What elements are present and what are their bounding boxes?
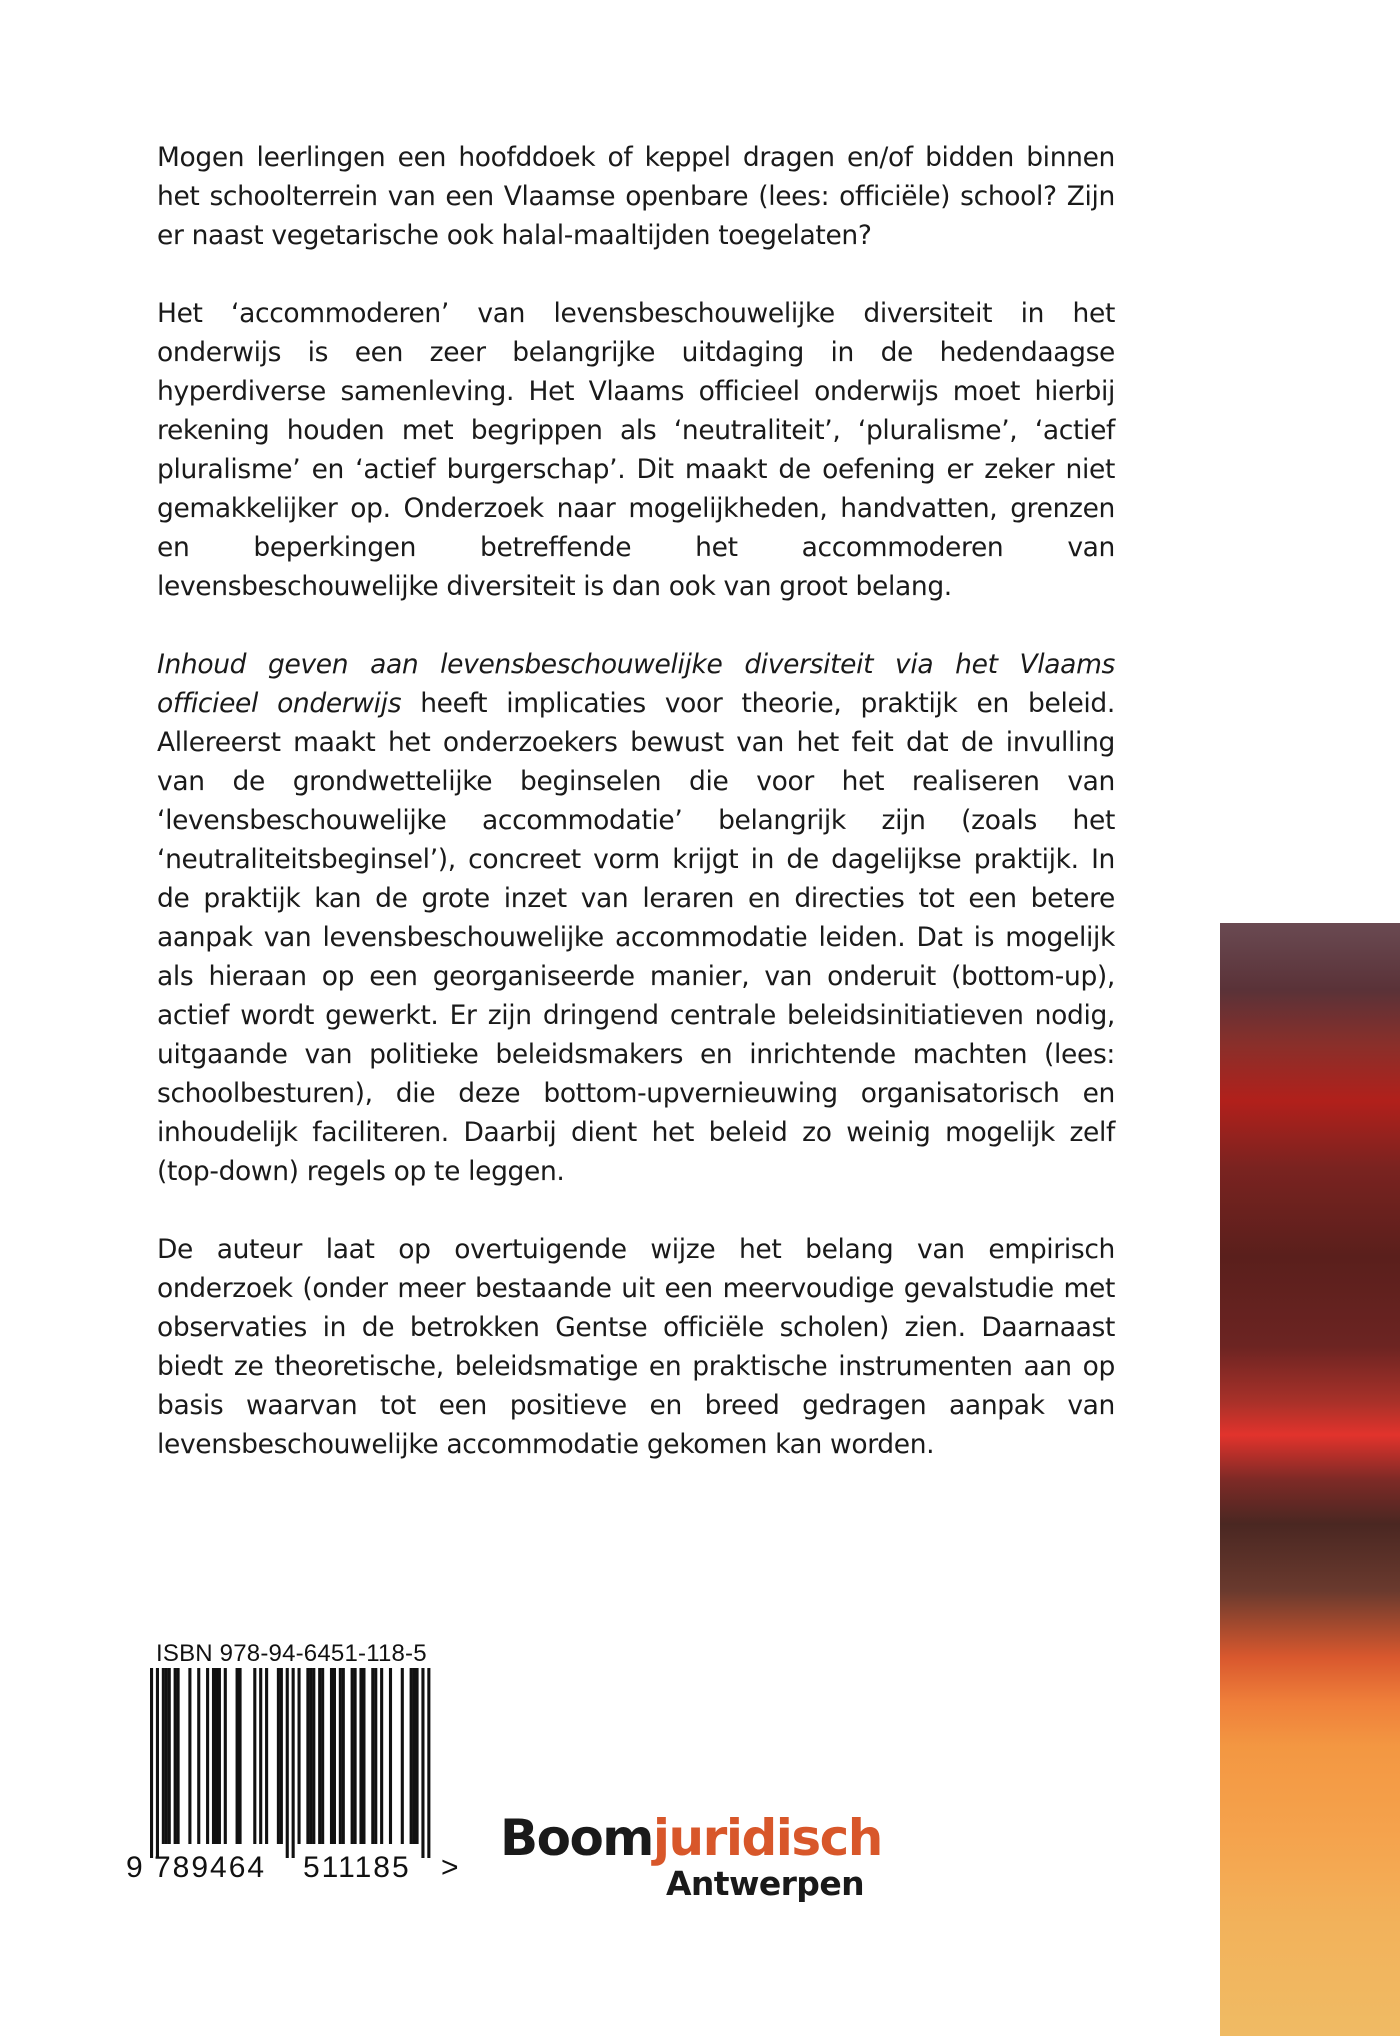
paragraph-intro-question: Mogen leerlingen een hoofddoek of keppel dragen en/of bidden binnen het schoolterrein van een Vlaamse openbare (lees: officiële) school? Zijn er naast vegetarische ook halal-maaltijden toegelaten?	[157, 142, 1115, 251]
barcode-bar	[280, 1668, 283, 1844]
barcode-bar	[427, 1668, 430, 1858]
barcode-bar	[312, 1668, 315, 1844]
barcode-bar	[351, 1668, 354, 1844]
publisher-location: Antwerpen	[665, 1864, 864, 1903]
barcode-bar	[150, 1668, 153, 1858]
barcode-bar	[215, 1668, 218, 1844]
barcode-bar	[309, 1668, 312, 1844]
barcode-bar	[416, 1668, 419, 1844]
isbn-label: ISBN 978-94-6451-118-5	[156, 1640, 427, 1667]
publisher-name	[500, 1808, 882, 1868]
isbn-barcode	[125, 1668, 465, 1884]
barcode-bar	[413, 1668, 416, 1844]
barcode-bar	[156, 1668, 159, 1858]
barcode-bar	[371, 1668, 374, 1844]
barcode-bar	[298, 1668, 301, 1844]
barcode-digit-first: 9	[126, 1851, 143, 1884]
barcode-bar	[286, 1668, 289, 1858]
back-cover-text	[157, 138, 1115, 1503]
barcode-bar	[239, 1668, 242, 1844]
publisher-name-boom: Boom	[500, 1809, 653, 1867]
publisher-name-juridisch: juridisch	[652, 1809, 882, 1867]
barcode-bar	[374, 1668, 377, 1844]
decorative-color-strip	[1220, 923, 1400, 2036]
barcode-bar	[318, 1668, 321, 1844]
barcode-bar	[421, 1668, 424, 1858]
paragraph-implications	[157, 645, 1115, 1191]
barcode-bar	[236, 1668, 239, 1844]
barcode-bar	[380, 1668, 383, 1844]
publisher-logo	[500, 1808, 882, 1918]
book-title-italic: Inhoud geven aan levensbeschouwelijke diversiteit via het Vlaams officieel onderwijs	[157, 649, 1115, 719]
barcode-bar	[177, 1668, 180, 1844]
paragraph-implications-body: heeft implicaties voor theorie, praktijk en beleid. Allereerst maakt het onderzoekers bewust van het feit dat de invulling van de grondwettelijke beginselen die voor het realiseren van ‘levensbeschouwelijke accommodatie’ belangrijk zijn (zoals het ‘neutraliteitsbeginsel’), concreet vorm krijgt in de dagelijkse praktijk. In de praktijk kan de grote inzet van leraren en directies tot een betere aanpak van levensbeschouwelijke accommodatie leiden. Dat is mogelijk als hieraan op een georganiseerde manier, van onderuit (bottom-up), actief wordt gewerkt. Er zijn dringend centrale beleidsinitiatieven nodig, uitgaande van politieke beleidsmakers en inrichtende machten (lees: schoolbesturen), die deze bottom-upvernieuwing organisatorisch en inhoudelijk faciliteren. Daarbij dient het beleid zo weinig mogelijk zelf (top-down) regels op te leggen.	[157, 688, 1115, 1187]
barcode-bar	[292, 1668, 295, 1858]
paragraph-author: De auteur laat op overtuigende wijze het belang van empirisch onderzoek (onder meer bestaande uit een meervoudige gevalstudie met observaties in de betrokken Gentse officiële scholen) zien. Daarnaast biedt ze theoretische, beleidsmatige en praktische instrumenten aan op basis waarvan tot een positieve en breed gedragen aanpak van levensbeschouwelijke accommodatie gekomen kan worden.	[157, 1234, 1115, 1460]
barcode-bar	[321, 1668, 324, 1844]
barcode-bar	[168, 1668, 171, 1844]
barcode-bar	[359, 1668, 362, 1844]
barcode-bar	[259, 1668, 262, 1844]
barcode-bar	[401, 1668, 404, 1844]
barcode-bar	[339, 1668, 342, 1844]
barcode-bar	[354, 1668, 357, 1844]
barcode-digits-left: 789464	[154, 1851, 267, 1884]
barcode-bar	[410, 1668, 413, 1844]
barcode-bar	[212, 1668, 215, 1844]
barcode-bar	[224, 1668, 227, 1844]
barcode-bar	[277, 1668, 280, 1844]
barcode-bar	[165, 1668, 168, 1844]
barcode-bar	[162, 1668, 165, 1844]
barcode-bar	[253, 1668, 256, 1844]
barcode-bar	[197, 1668, 200, 1844]
paragraph-context: Het ‘accommoderen’ van levensbeschouwelijke diversiteit in het onderwijs is een zeer belangrijke uitdaging in de hedendaagse hyperdiverse samenleving. Het Vlaams officieel onderwijs moet hierbij rekening houden met begrippen als ‘neutraliteit’, ‘pluralisme’, ‘actief pluralisme’ en ‘actief burgerschap’. Dit maakt de oefening er zeker niet gemakkelijker op. Onderzoek naar mogelijkheden, handvatten, grenzen en beperkingen betreffende het accommoderen van levensbeschouwelijke diversiteit is dan ook van groot belang.	[157, 298, 1115, 602]
barcode-quiet-marker: >	[441, 1851, 459, 1884]
barcode-digits-right: 511185	[303, 1851, 411, 1884]
barcode-bar	[265, 1668, 268, 1844]
barcode-bar	[362, 1668, 365, 1844]
barcode-bar	[218, 1668, 221, 1844]
barcode-bar	[333, 1668, 336, 1844]
barcode-bar	[330, 1668, 333, 1844]
barcode-bar	[206, 1668, 209, 1844]
barcode-bar	[306, 1668, 309, 1844]
barcode-bar	[389, 1668, 392, 1844]
barcode-bar	[174, 1668, 177, 1844]
barcode-bar	[342, 1668, 345, 1844]
barcode-bar	[188, 1668, 191, 1844]
